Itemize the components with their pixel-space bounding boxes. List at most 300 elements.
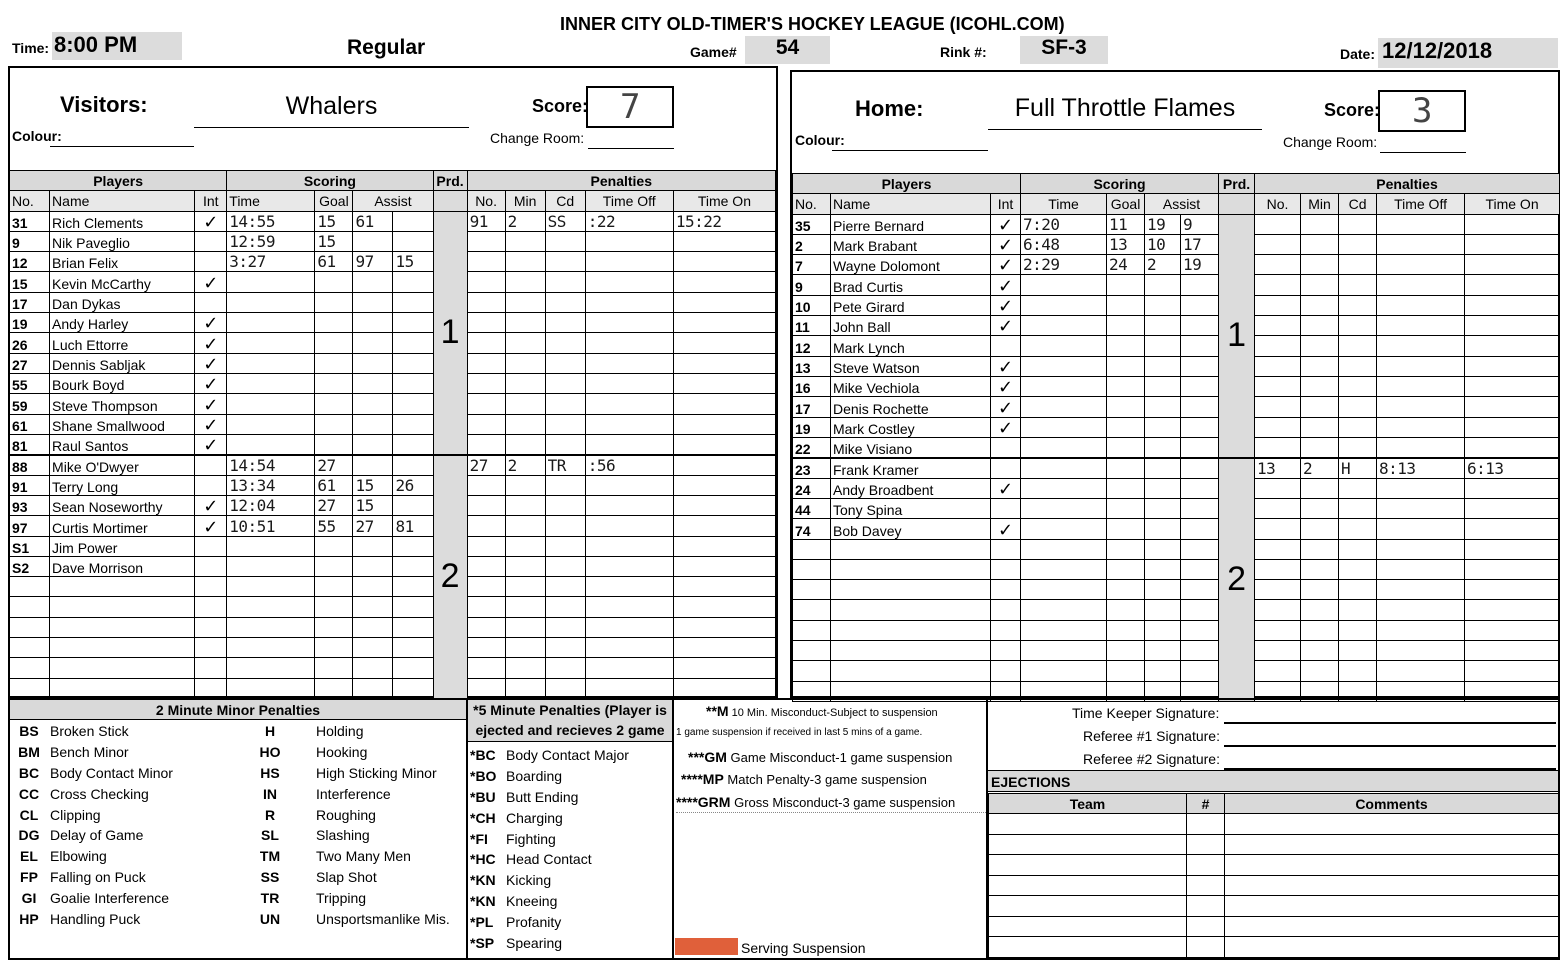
penalty-time-on[interactable] [673,577,775,597]
penalty-player-number[interactable]: 91 [467,211,505,231]
intro-check[interactable] [195,597,227,617]
goal-scorer[interactable]: 13 [1107,234,1145,254]
intro-check[interactable]: ✓ [991,214,1021,234]
goal-time[interactable] [1021,316,1107,336]
penalty-time-on[interactable] [1465,641,1560,661]
player-name[interactable]: Dave Morrison [50,556,195,576]
penalty-time-off[interactable] [585,373,673,393]
player-number[interactable]: 31 [10,211,50,231]
penalty-code[interactable] [1339,539,1377,559]
penalty-code[interactable] [1339,498,1377,518]
goal-time[interactable] [1021,498,1107,518]
player-number[interactable] [793,580,831,600]
goal-scorer[interactable]: 55 [315,516,353,536]
penalty-player-number[interactable] [1255,620,1301,640]
goal-scorer[interactable] [315,617,353,637]
assist-2[interactable] [393,313,433,333]
penalty-code[interactable] [545,394,585,414]
player-number[interactable]: 19 [793,417,831,437]
penalty-code[interactable] [1339,661,1377,681]
penalty-minutes[interactable] [505,333,545,353]
player-name[interactable] [831,580,991,600]
penalty-code[interactable] [1339,620,1377,640]
assist-1[interactable] [1145,295,1181,315]
player-number[interactable]: 9 [10,231,50,251]
assist-1[interactable] [353,292,393,312]
player-name[interactable]: Nik Paveglio [50,231,195,251]
assist-1[interactable]: 61 [353,211,393,231]
assist-1[interactable] [1145,661,1181,681]
player-name[interactable]: Steve Thompson [50,394,195,414]
assist-1[interactable] [353,556,393,576]
goal-time[interactable] [227,658,315,678]
penalty-time-on[interactable] [673,231,775,251]
assist-1[interactable] [1145,539,1181,559]
penalty-player-number[interactable] [1255,356,1301,376]
penalty-time-off[interactable] [1377,316,1465,336]
intro-check[interactable]: ✓ [195,211,227,231]
assist-2[interactable] [1181,437,1219,457]
penalty-minutes[interactable] [1301,397,1339,417]
assist-2[interactable] [1181,397,1219,417]
penalty-minutes[interactable] [1301,600,1339,620]
assist-2[interactable] [393,495,433,515]
penalty-player-number[interactable] [467,678,505,698]
penalty-player-number[interactable]: 27 [467,455,505,476]
penalty-time-off[interactable] [1377,376,1465,396]
goal-time[interactable] [227,536,315,556]
penalty-time-off[interactable] [585,333,673,353]
player-number[interactable]: 12 [10,252,50,272]
penalty-time-off[interactable] [585,577,673,597]
player-number[interactable]: 61 [10,414,50,434]
penalty-time-on[interactable] [673,414,775,434]
penalty-player-number[interactable] [1255,519,1301,539]
player-number[interactable]: 17 [10,292,50,312]
assist-2[interactable] [1181,559,1219,579]
player-name[interactable] [50,597,195,617]
player-name[interactable]: Mike Visiano [831,437,991,457]
penalty-time-off[interactable] [585,292,673,312]
penalty-time-off[interactable] [585,495,673,515]
player-name[interactable]: Denis Rochette [831,397,991,417]
penalty-time-off[interactable] [1377,417,1465,437]
goal-time[interactable]: 2:29 [1021,255,1107,275]
penalty-minutes[interactable] [505,638,545,658]
player-name[interactable]: Dan Dykas [50,292,195,312]
penalty-player-number[interactable] [467,252,505,272]
intro-check[interactable] [195,475,227,495]
goal-time[interactable] [227,272,315,292]
penalty-code[interactable]: H [1339,458,1377,479]
goal-scorer[interactable] [315,638,353,658]
penalty-minutes[interactable] [1301,255,1339,275]
player-name[interactable]: Steve Watson [831,356,991,376]
penalty-time-on[interactable] [1465,316,1560,336]
penalty-minutes[interactable] [505,556,545,576]
penalty-minutes[interactable] [505,292,545,312]
assist-2[interactable] [393,333,433,353]
goal-scorer[interactable] [1107,458,1145,479]
goal-time[interactable] [227,414,315,434]
penalty-minutes[interactable] [505,313,545,333]
intro-check[interactable]: ✓ [195,373,227,393]
player-number[interactable]: 93 [10,495,50,515]
penalty-player-number[interactable] [467,373,505,393]
ejection-team[interactable] [989,834,1187,855]
player-number[interactable]: 55 [10,373,50,393]
assist-2[interactable] [1181,458,1219,479]
player-name[interactable]: Brian Felix [50,252,195,272]
penalty-time-on[interactable] [673,516,775,536]
player-number[interactable] [10,638,50,658]
goal-time[interactable] [1021,661,1107,681]
assist-1[interactable]: 27 [353,516,393,536]
penalty-player-number[interactable] [467,658,505,678]
player-name[interactable]: Shane Smallwood [50,414,195,434]
penalty-player-number[interactable]: 13 [1255,458,1301,479]
penalty-time-on[interactable]: 15:22 [673,211,775,231]
assist-2[interactable] [1181,376,1219,396]
penalty-minutes[interactable] [1301,316,1339,336]
player-number[interactable] [10,617,50,637]
goal-scorer[interactable] [1107,336,1145,356]
player-number[interactable]: S2 [10,556,50,576]
penalty-time-off[interactable] [1377,356,1465,376]
intro-check[interactable] [195,231,227,251]
player-name[interactable]: Pete Girard [831,295,991,315]
goal-time[interactable]: 10:51 [227,516,315,536]
intro-check[interactable] [991,600,1021,620]
penalty-player-number[interactable] [467,597,505,617]
penalty-time-off[interactable] [1377,641,1465,661]
goal-time[interactable] [227,313,315,333]
penalty-player-number[interactable] [467,313,505,333]
penalty-minutes[interactable] [505,272,545,292]
goal-scorer[interactable]: 15 [315,231,353,251]
goal-time[interactable] [227,597,315,617]
player-name[interactable]: Mike O'Dwyer [50,455,195,476]
player-number[interactable]: 97 [10,516,50,536]
penalty-player-number[interactable] [1255,316,1301,336]
assist-1[interactable] [353,455,393,476]
goal-scorer[interactable] [315,313,353,333]
penalty-player-number[interactable] [467,434,505,454]
goal-time[interactable]: 12:04 [227,495,315,515]
goal-scorer[interactable] [1107,417,1145,437]
penalty-player-number[interactable] [467,536,505,556]
penalty-minutes[interactable] [505,353,545,373]
assist-2[interactable]: 15 [393,252,433,272]
intro-check[interactable] [195,658,227,678]
goal-time[interactable] [1021,397,1107,417]
goal-scorer[interactable] [1107,376,1145,396]
player-name[interactable]: Rich Clements [50,211,195,231]
penalty-code[interactable] [1339,356,1377,376]
penalty-code[interactable] [1339,478,1377,498]
goal-scorer[interactable] [315,414,353,434]
goal-time[interactable] [1021,641,1107,661]
penalty-code[interactable] [545,617,585,637]
penalty-player-number[interactable] [1255,559,1301,579]
penalty-minutes[interactable]: 2 [1301,458,1339,479]
penalty-player-number[interactable] [1255,539,1301,559]
assist-1[interactable] [353,434,393,454]
penalty-time-on[interactable]: 6:13 [1465,458,1560,479]
goal-time[interactable] [227,292,315,312]
player-name[interactable]: Curtis Mortimer [50,516,195,536]
penalty-minutes[interactable] [1301,641,1339,661]
intro-check[interactable]: ✓ [991,255,1021,275]
ejection-comments[interactable] [1225,834,1559,855]
intro-check[interactable] [991,458,1021,479]
assist-1[interactable]: 19 [1145,214,1181,234]
penalty-player-number[interactable] [1255,498,1301,518]
penalty-time-on[interactable] [673,536,775,556]
penalty-code[interactable] [545,373,585,393]
assist-2[interactable]: 17 [1181,234,1219,254]
penalty-time-off[interactable] [585,536,673,556]
player-name[interactable]: Terry Long [50,475,195,495]
penalty-time-on[interactable] [673,333,775,353]
goal-scorer[interactable] [315,272,353,292]
assist-1[interactable] [1145,336,1181,356]
assist-2[interactable] [393,373,433,393]
goal-scorer[interactable] [1107,539,1145,559]
ejection-comments[interactable] [1225,875,1559,896]
player-number[interactable]: 35 [793,214,831,234]
penalty-code[interactable] [1339,519,1377,539]
penalty-player-number[interactable] [467,617,505,637]
penalty-code[interactable] [545,353,585,373]
player-number[interactable]: 44 [793,498,831,518]
penalty-time-off[interactable] [585,272,673,292]
assist-1[interactable] [353,394,393,414]
penalty-time-on[interactable] [1465,539,1560,559]
player-name[interactable] [50,638,195,658]
penalty-time-on[interactable] [1465,234,1560,254]
intro-check[interactable]: ✓ [991,397,1021,417]
assist-1[interactable] [353,617,393,637]
intro-check[interactable]: ✓ [195,516,227,536]
penalty-minutes[interactable] [1301,519,1339,539]
assist-2[interactable] [393,394,433,414]
penalty-player-number[interactable] [467,556,505,576]
penalty-code[interactable] [1339,417,1377,437]
intro-check[interactable]: ✓ [991,316,1021,336]
assist-2[interactable] [1181,478,1219,498]
player-name[interactable]: Mike Vechiola [831,376,991,396]
player-name[interactable] [50,678,195,698]
penalty-code[interactable] [545,475,585,495]
penalty-time-off[interactable] [585,556,673,576]
assist-1[interactable] [353,678,393,698]
penalty-player-number[interactable] [1255,580,1301,600]
ejection-team[interactable] [989,855,1187,876]
player-number[interactable]: 12 [793,336,831,356]
goal-time[interactable] [1021,620,1107,640]
penalty-time-off[interactable] [1377,234,1465,254]
penalty-minutes[interactable] [1301,356,1339,376]
penalty-code[interactable]: SS [545,211,585,231]
penalty-time-off[interactable] [1377,559,1465,579]
penalty-time-on[interactable] [1465,519,1560,539]
penalty-player-number[interactable] [1255,275,1301,295]
ejection-number[interactable] [1187,916,1225,937]
penalty-time-off[interactable] [1377,336,1465,356]
assist-1[interactable]: 10 [1145,234,1181,254]
penalty-time-off[interactable] [1377,580,1465,600]
assist-1[interactable] [1145,437,1181,457]
goal-scorer[interactable] [315,658,353,678]
player-number[interactable]: 74 [793,519,831,539]
penalty-code[interactable] [1339,641,1377,661]
assist-1[interactable]: 15 [353,475,393,495]
goal-scorer[interactable] [315,577,353,597]
goal-time[interactable] [1021,580,1107,600]
assist-1[interactable] [1145,356,1181,376]
penalty-time-off[interactable] [585,353,673,373]
penalty-time-on[interactable] [1465,620,1560,640]
penalty-code[interactable] [1339,214,1377,234]
goal-scorer[interactable]: 24 [1107,255,1145,275]
penalty-time-on[interactable] [1465,498,1560,518]
player-name[interactable]: Mark Lynch [831,336,991,356]
assist-2[interactable] [1181,519,1219,539]
assist-2[interactable] [393,638,433,658]
ejection-comments[interactable] [1225,937,1559,958]
penalty-minutes[interactable] [1301,336,1339,356]
assist-1[interactable] [1145,316,1181,336]
goal-time[interactable] [1021,356,1107,376]
referee1-signature-line[interactable] [1224,745,1556,747]
assist-1[interactable] [1145,519,1181,539]
assist-1[interactable]: 15 [353,495,393,515]
player-name[interactable] [831,620,991,640]
intro-check[interactable]: ✓ [195,414,227,434]
player-number[interactable]: 11 [793,316,831,336]
goal-scorer[interactable] [315,373,353,393]
goal-scorer[interactable] [315,536,353,556]
assist-1[interactable]: 97 [353,252,393,272]
penalty-player-number[interactable] [1255,437,1301,457]
player-name[interactable]: Raul Santos [50,434,195,454]
goal-scorer[interactable]: 27 [315,495,353,515]
ejection-number[interactable] [1187,875,1225,896]
player-name[interactable]: Tony Spina [831,498,991,518]
penalty-time-off[interactable] [1377,539,1465,559]
goal-time[interactable] [1021,437,1107,457]
intro-check[interactable]: ✓ [195,272,227,292]
penalty-time-on[interactable] [673,252,775,272]
penalty-code[interactable] [545,597,585,617]
penalty-player-number[interactable] [467,414,505,434]
penalty-player-number[interactable] [467,333,505,353]
goal-scorer[interactable] [1107,356,1145,376]
penalty-code[interactable] [1339,437,1377,457]
penalty-code[interactable] [1339,600,1377,620]
player-number[interactable] [793,600,831,620]
assist-2[interactable] [1181,417,1219,437]
penalty-minutes[interactable] [1301,214,1339,234]
assist-1[interactable] [1145,397,1181,417]
penalty-time-on[interactable] [673,272,775,292]
penalty-minutes[interactable] [505,658,545,678]
penalty-minutes[interactable] [1301,498,1339,518]
penalty-player-number[interactable] [1255,478,1301,498]
penalty-time-off[interactable] [1377,478,1465,498]
penalty-minutes[interactable]: 2 [505,211,545,231]
penalty-code[interactable] [1339,397,1377,417]
penalty-time-on[interactable] [673,495,775,515]
penalty-code[interactable] [545,252,585,272]
ejection-number[interactable] [1187,814,1225,835]
ejection-team[interactable] [989,814,1187,835]
penalty-code[interactable] [1339,316,1377,336]
penalty-time-off[interactable] [1377,214,1465,234]
goal-scorer[interactable]: 27 [315,455,353,476]
assist-1[interactable] [353,373,393,393]
assist-2[interactable] [1181,539,1219,559]
penalty-code[interactable] [545,313,585,333]
player-number[interactable]: 27 [10,353,50,373]
penalty-time-off[interactable] [585,414,673,434]
penalty-code[interactable] [545,556,585,576]
goal-time[interactable] [1021,478,1107,498]
player-name[interactable]: Andy Broadbent [831,478,991,498]
intro-check[interactable]: ✓ [195,333,227,353]
goal-time[interactable] [1021,539,1107,559]
penalty-time-on[interactable] [1465,376,1560,396]
penalty-minutes[interactable] [1301,275,1339,295]
goal-time[interactable]: 6:48 [1021,234,1107,254]
player-name[interactable]: Brad Curtis [831,275,991,295]
penalty-time-on[interactable] [673,434,775,454]
penalty-time-off[interactable] [585,475,673,495]
penalty-player-number[interactable] [467,394,505,414]
penalty-minutes[interactable] [1301,437,1339,457]
assist-2[interactable] [393,272,433,292]
player-number[interactable]: 24 [793,478,831,498]
penalty-time-on[interactable] [1465,437,1560,457]
penalty-time-on[interactable] [673,292,775,312]
assist-1[interactable] [1145,620,1181,640]
player-name[interactable] [50,577,195,597]
goal-scorer[interactable] [315,333,353,353]
player-name[interactable]: Kevin McCarthy [50,272,195,292]
goal-scorer[interactable] [315,394,353,414]
goal-time[interactable] [227,678,315,698]
penalty-code[interactable] [545,638,585,658]
player-name[interactable]: Pierre Bernard [831,214,991,234]
player-number[interactable] [10,597,50,617]
goal-scorer[interactable] [1107,661,1145,681]
penalty-code[interactable] [1339,376,1377,396]
penalty-time-off[interactable] [585,678,673,698]
player-number[interactable] [793,539,831,559]
penalty-minutes[interactable] [505,495,545,515]
penalty-code[interactable] [1339,336,1377,356]
goal-scorer[interactable]: 11 [1107,214,1145,234]
penalty-time-on[interactable] [673,353,775,373]
player-name[interactable]: Sean Noseworthy [50,495,195,515]
penalty-player-number[interactable] [1255,397,1301,417]
timekeeper-signature-line[interactable] [1224,722,1556,724]
penalty-time-on[interactable] [1465,275,1560,295]
player-number[interactable]: 13 [793,356,831,376]
penalty-player-number[interactable] [1255,214,1301,234]
penalty-code[interactable] [545,577,585,597]
